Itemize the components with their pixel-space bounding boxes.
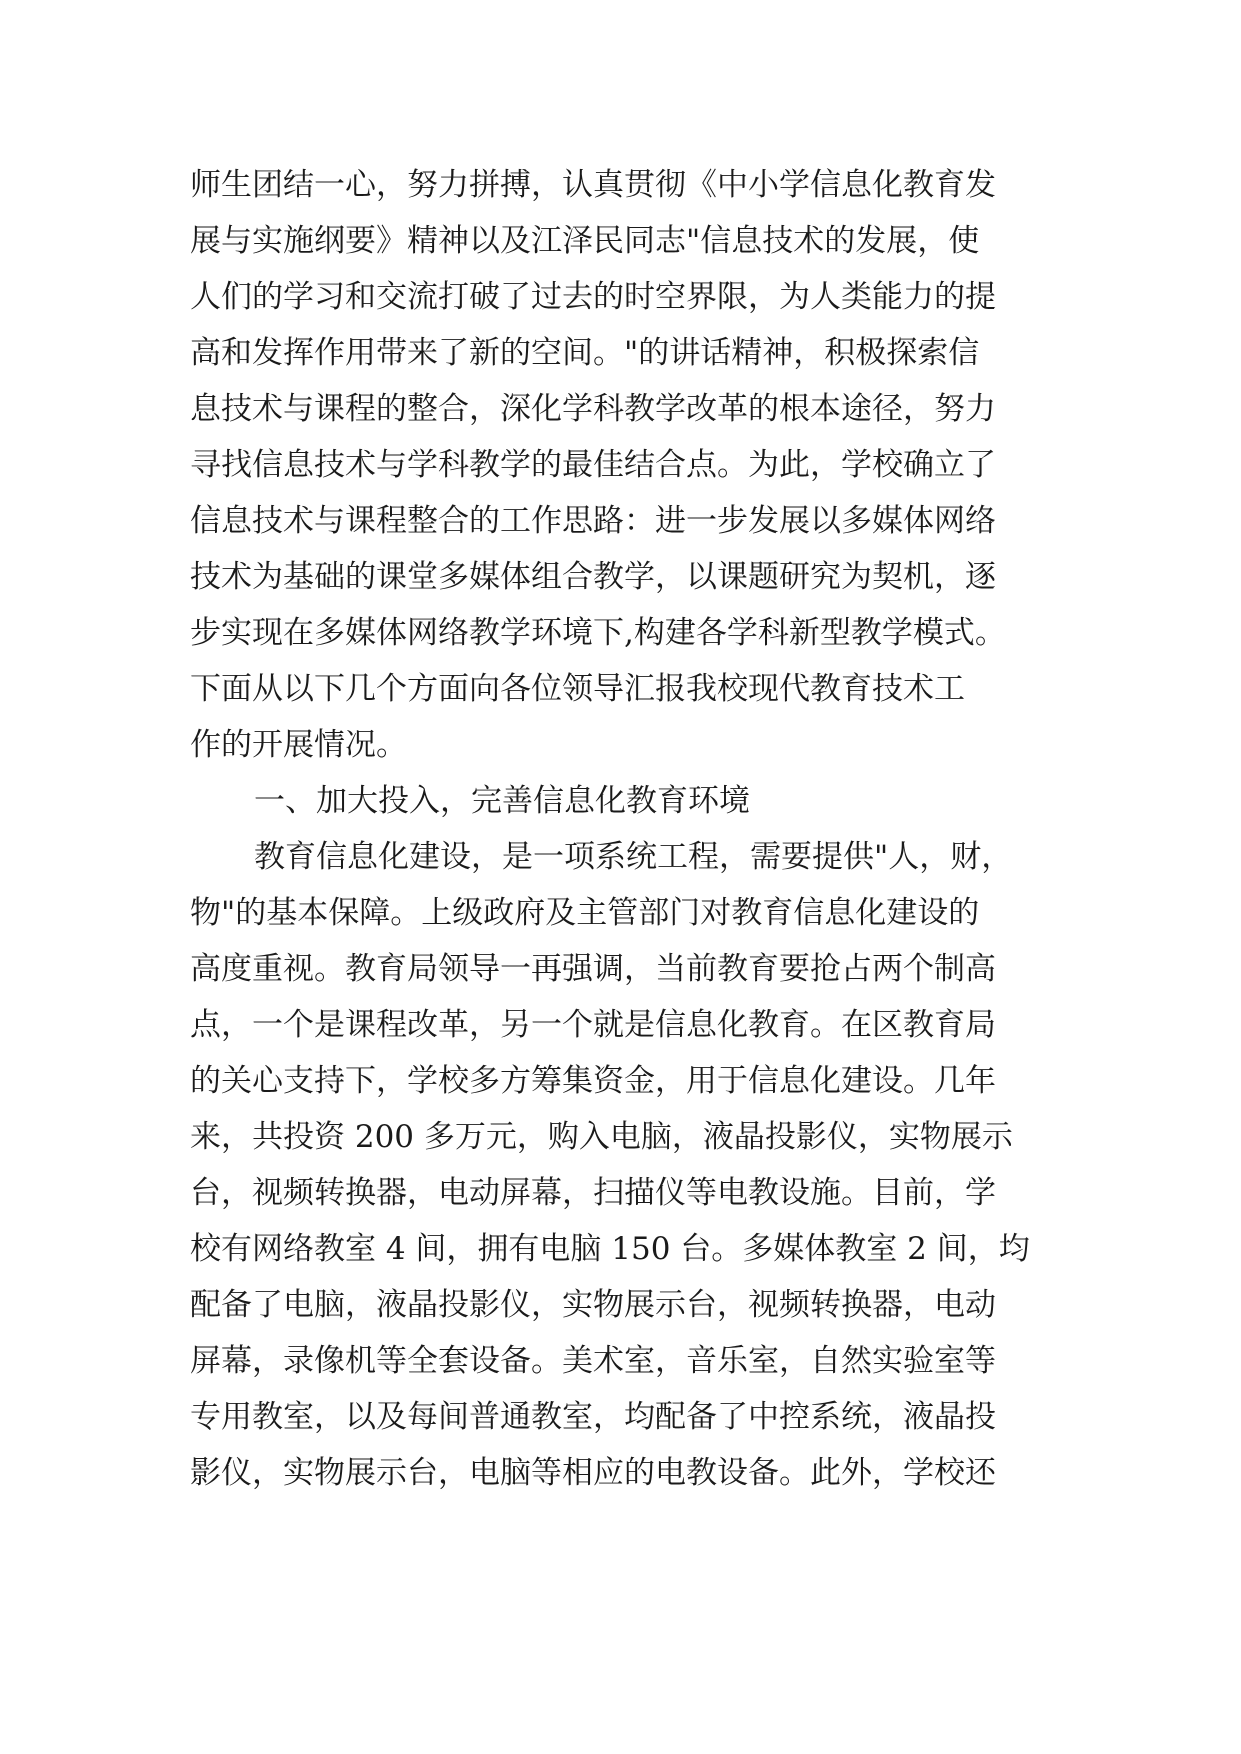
text-line: 信息技术与课程整合的工作思路：进一步发展以多媒体网络 [190, 503, 996, 539]
text-line: 影仪，实物展示台，电脑等相应的电教设备。此外，学校还 [190, 1455, 996, 1491]
text-line: 下面从以下几个方面向各位领导汇报我校现代教育技术工 [190, 671, 965, 707]
text-line: 展与实施纲要》精神以及江泽民同志"信息技术的发展，使 [190, 223, 980, 259]
text-line: 屏幕，录像机等全套设备。美术室，音乐室，自然实验室等 [190, 1343, 996, 1379]
text-line: 物"的基本保障。上级政府及主管部门对教育信息化建设的 [190, 895, 980, 931]
text-line: 人们的学习和交流打破了过去的时空界限，为人类能力的提 [190, 279, 996, 315]
text-line: 技术为基础的课堂多媒体组合教学，以课题研究为契机，逐 [190, 559, 996, 595]
text-line: 点，一个是课程改革，另一个就是信息化教育。在区教育局 [190, 1007, 996, 1043]
text-line: 作的开展情况。 [190, 727, 407, 763]
text-line: 专用教室，以及每间普通教室，均配备了中控系统，液晶投 [190, 1399, 996, 1435]
section-heading: 一、加大投入，完善信息化教育环境 [254, 783, 750, 819]
text-line: 寻找信息技术与学科教学的最佳结合点。为此，学校确立了 [190, 447, 996, 483]
text-line: 台，视频转换器，电动屏幕，扫描仪等电教设施。目前，学 [190, 1175, 996, 1211]
paragraph-first-line: 教育信息化建设，是一项系统工程，需要提供"人，财， [254, 839, 1013, 875]
text-line: 师生团结一心，努力拼搏，认真贯彻《中小学信息化教育发 [190, 167, 996, 203]
text-line: 高度重视。教育局领导一再强调，当前教育要抢占两个制高 [190, 951, 996, 987]
text-line: 息技术与课程的整合，深化学科教学改革的根本途径，努力 [190, 391, 996, 427]
text-line: 高和发挥作用带来了新的空间。"的讲话精神，积极探索信 [190, 335, 980, 371]
text-line: 的关心支持下，学校多方筹集资金，用于信息化建设。几年 [190, 1063, 996, 1099]
text-line: 校有网络教室 4 间，拥有电脑 150 台。多媒体教室 2 间，均 [190, 1231, 1030, 1267]
text-line: 来，共投资 200 多万元，购入电脑，液晶投影仪，实物展示 [190, 1119, 1013, 1155]
text-line: 配备了电脑，液晶投影仪，实物展示台，视频转换器，电动 [190, 1287, 996, 1323]
text-line: 步实现在多媒体网络教学环境下,构建各学科新型教学模式。 [190, 615, 1006, 651]
